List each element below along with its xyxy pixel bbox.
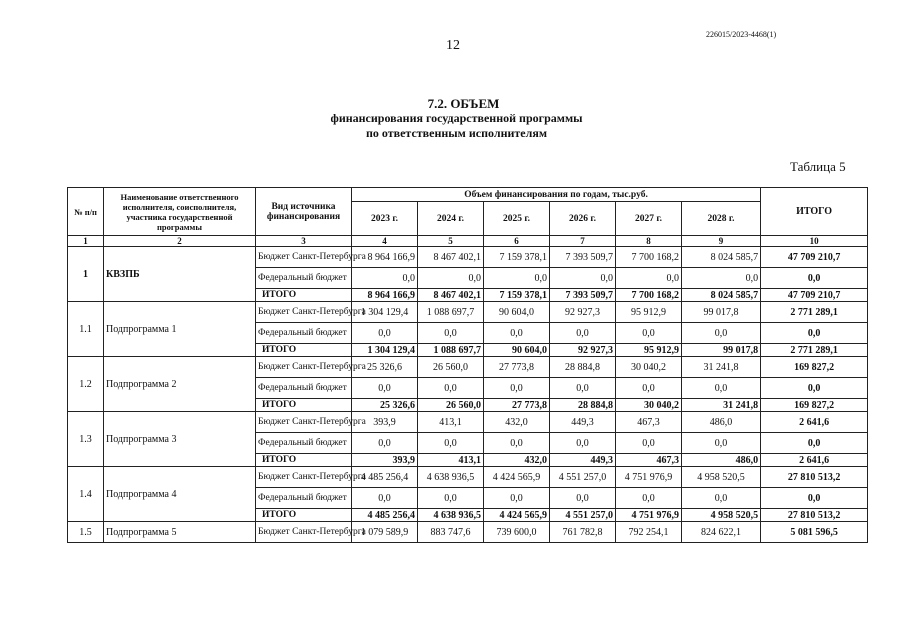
header-year: 2024 г.	[418, 202, 484, 236]
executor-name: КВЗПБ	[104, 247, 256, 302]
year-value: 4 424 565,9	[484, 509, 550, 522]
header-year: 2026 г.	[550, 202, 616, 236]
row-total: 169 827,2	[761, 399, 868, 412]
year-value: 0,0	[484, 323, 550, 344]
year-value: 0,0	[682, 378, 761, 399]
column-number: 4	[352, 236, 418, 247]
row-total: 27 810 513,2	[761, 467, 868, 488]
header-volume: Объем финансирования по годам, тыс.руб.	[352, 188, 761, 202]
column-number: 2	[104, 236, 256, 247]
header-total: ИТОГО	[761, 188, 868, 236]
year-value: 7 159 378,1	[484, 289, 550, 302]
funding-source: ИТОГО	[256, 399, 352, 412]
table-row	[68, 522, 868, 543]
row-total: 0,0	[761, 378, 868, 399]
year-value: 90 604,0	[484, 302, 550, 323]
table-label: Таблица 5	[790, 159, 846, 174]
executor-name: Подпрограмма 3	[104, 412, 256, 467]
year-value: 792 254,1	[616, 522, 682, 543]
row-total: 2 771 289,1	[761, 344, 868, 357]
executor-name: Подпрограмма 4	[104, 467, 256, 522]
year-value: 0,0	[418, 323, 484, 344]
year-value: 393,9	[352, 454, 418, 467]
executor-name: Подпрограмма 2	[104, 357, 256, 412]
row-total: 2 641,6	[761, 412, 868, 433]
column-number: 8	[616, 236, 682, 247]
year-value: 0,0	[352, 323, 418, 344]
year-value: 0,0	[616, 323, 682, 344]
year-value: 8 467 402,1	[418, 247, 484, 268]
header-number: № п/п	[68, 188, 104, 236]
executor-name: Подпрограмма 1	[104, 302, 256, 357]
year-value: 0,0	[550, 433, 616, 454]
funding-source: Бюджет Санкт-Петербурга	[256, 247, 352, 268]
page-number: 12	[446, 38, 460, 53]
year-value: 26 560,0	[418, 357, 484, 378]
year-value: 4 485 256,4	[352, 509, 418, 522]
column-number: 6	[484, 236, 550, 247]
year-value: 28 884,8	[550, 399, 616, 412]
funding-source: Бюджет Санкт-Петербурга	[256, 412, 352, 433]
year-value: 31 241,8	[682, 399, 761, 412]
year-value: 1 088 697,7	[418, 344, 484, 357]
year-value: 95 912,9	[616, 344, 682, 357]
funding-source: Федеральный бюджет	[256, 378, 352, 399]
funding-source: Федеральный бюджет	[256, 268, 352, 289]
year-value: 27 773,8	[484, 399, 550, 412]
funding-source: Федеральный бюджет	[256, 488, 352, 509]
year-value: 0,0	[616, 433, 682, 454]
year-value: 0,0	[550, 268, 616, 289]
table-row	[68, 412, 868, 433]
year-value: 0,0	[484, 433, 550, 454]
row-total: 0,0	[761, 268, 868, 289]
year-value: 0,0	[418, 378, 484, 399]
table-row	[68, 302, 868, 323]
row-number: 1.1	[68, 302, 104, 357]
title-line-1: 7.2. ОБЪЕМ	[427, 96, 500, 111]
row-number: 1.3	[68, 412, 104, 467]
year-value: 883 747,6	[418, 522, 484, 543]
row-total: 27 810 513,2	[761, 509, 868, 522]
row-total: 47 709 210,7	[761, 289, 868, 302]
section-title	[0, 97, 905, 141]
year-value: 449,3	[550, 454, 616, 467]
year-value: 26 560,0	[418, 399, 484, 412]
year-value: 25 326,6	[352, 357, 418, 378]
year-value: 4 958 520,5	[682, 509, 761, 522]
year-value: 449,3	[550, 412, 616, 433]
year-value: 413,1	[418, 454, 484, 467]
year-value: 0,0	[418, 433, 484, 454]
title-line-3: по ответственным исполнителям	[365, 126, 548, 140]
header-year: 2027 г.	[616, 202, 682, 236]
year-value: 1 304 129,4	[352, 344, 418, 357]
year-value: 30 040,2	[616, 399, 682, 412]
column-number: 10	[761, 236, 868, 247]
year-value: 0,0	[550, 378, 616, 399]
year-value: 7 393 509,7	[550, 289, 616, 302]
header-source: Вид источника финансирования	[256, 188, 352, 236]
year-value: 467,3	[616, 412, 682, 433]
year-value: 90 604,0	[484, 344, 550, 357]
header-year: 2028 г.	[682, 202, 761, 236]
row-total: 5 081 596,5	[761, 522, 868, 543]
row-total: 47 709 210,7	[761, 247, 868, 268]
year-value: 739 600,0	[484, 522, 550, 543]
year-value: 0,0	[484, 268, 550, 289]
year-value: 99 017,8	[682, 302, 761, 323]
year-value: 0,0	[550, 323, 616, 344]
row-total: 0,0	[761, 433, 868, 454]
header-year: 2023 г.	[352, 202, 418, 236]
row-total: 2 641,6	[761, 454, 868, 467]
funding-source: Бюджет Санкт-Петербурга	[256, 522, 352, 543]
year-value: 4 958 520,5	[682, 467, 761, 488]
funding-source: ИТОГО	[256, 289, 352, 302]
header-year: 2025 г.	[484, 202, 550, 236]
year-value: 7 159 378,1	[484, 247, 550, 268]
row-number: 1.4	[68, 467, 104, 522]
funding-source: ИТОГО	[256, 509, 352, 522]
year-value: 0,0	[616, 268, 682, 289]
document-code: 226015/2023-4468(1)	[706, 30, 777, 39]
funding-source: Бюджет Санкт-Петербурга	[256, 357, 352, 378]
column-number-row	[68, 236, 868, 247]
year-value: 4 551 257,0	[550, 509, 616, 522]
year-value: 0,0	[682, 433, 761, 454]
year-value: 27 773,8	[484, 357, 550, 378]
year-value: 92 927,3	[550, 302, 616, 323]
year-value: 0,0	[352, 488, 418, 509]
row-total: 0,0	[761, 488, 868, 509]
funding-source: Федеральный бюджет	[256, 323, 352, 344]
row-total: 169 827,2	[761, 357, 868, 378]
financing-table	[67, 187, 868, 543]
year-value: 4 638 936,5	[418, 467, 484, 488]
year-value: 432,0	[484, 412, 550, 433]
table-row	[68, 467, 868, 488]
year-value: 0,0	[484, 488, 550, 509]
row-total: 2 771 289,1	[761, 302, 868, 323]
table-row	[68, 357, 868, 378]
title-line-2: финансирования государственной программы	[330, 111, 583, 125]
year-value: 4 751 976,9	[616, 467, 682, 488]
year-value: 25 326,6	[352, 399, 418, 412]
table-row	[68, 247, 868, 268]
column-number: 1	[68, 236, 104, 247]
row-total: 0,0	[761, 323, 868, 344]
year-value: 0,0	[418, 268, 484, 289]
year-value: 92 927,3	[550, 344, 616, 357]
year-value: 99 017,8	[682, 344, 761, 357]
year-value: 0,0	[352, 378, 418, 399]
year-value: 1 079 589,9	[352, 522, 418, 543]
year-value: 467,3	[616, 454, 682, 467]
funding-source: Бюджет Санкт-Петербурга	[256, 302, 352, 323]
year-value: 28 884,8	[550, 357, 616, 378]
column-number: 7	[550, 236, 616, 247]
year-value: 0,0	[682, 268, 761, 289]
year-value: 7 700 168,2	[616, 247, 682, 268]
year-value: 30 040,2	[616, 357, 682, 378]
funding-source: ИТОГО	[256, 344, 352, 357]
year-value: 0,0	[352, 268, 418, 289]
row-number: 1	[68, 247, 104, 302]
row-number: 1.5	[68, 522, 104, 543]
year-value: 0,0	[484, 378, 550, 399]
executor-name: Подпрограмма 5	[104, 522, 256, 543]
year-value: 8 024 585,7	[682, 289, 761, 302]
year-value: 824 622,1	[682, 522, 761, 543]
year-value: 0,0	[616, 378, 682, 399]
year-value: 8 024 585,7	[682, 247, 761, 268]
year-value: 413,1	[418, 412, 484, 433]
funding-source: Федеральный бюджет	[256, 433, 352, 454]
year-value: 0,0	[682, 323, 761, 344]
year-value: 4 638 936,5	[418, 509, 484, 522]
year-value: 4 551 257,0	[550, 467, 616, 488]
header-executor: Наименование ответственного исполнителя, соисполнителя, участника государственной программы	[104, 188, 256, 236]
column-number: 5	[418, 236, 484, 247]
year-value: 761 782,8	[550, 522, 616, 543]
funding-source: ИТОГО	[256, 454, 352, 467]
year-value: 0,0	[550, 488, 616, 509]
year-value: 7 700 168,2	[616, 289, 682, 302]
year-value: 0,0	[418, 488, 484, 509]
year-value: 8 964 166,9	[352, 247, 418, 268]
year-value: 95 912,9	[616, 302, 682, 323]
row-number: 1.2	[68, 357, 104, 412]
year-value: 7 393 509,7	[550, 247, 616, 268]
year-value: 8 467 402,1	[418, 289, 484, 302]
year-value: 486,0	[682, 454, 761, 467]
year-value: 486,0	[682, 412, 761, 433]
funding-source: Бюджет Санкт-Петербурга	[256, 467, 352, 488]
column-number: 9	[682, 236, 761, 247]
year-value: 1 088 697,7	[418, 302, 484, 323]
year-value: 4 485 256,4	[352, 467, 418, 488]
year-value: 1 304 129,4	[352, 302, 418, 323]
year-value: 31 241,8	[682, 357, 761, 378]
column-number: 3	[256, 236, 352, 247]
year-value: 393,9	[352, 412, 418, 433]
year-value: 0,0	[352, 433, 418, 454]
year-value: 432,0	[484, 454, 550, 467]
year-value: 4 424 565,9	[484, 467, 550, 488]
year-value: 0,0	[682, 488, 761, 509]
year-value: 8 964 166,9	[352, 289, 418, 302]
year-value: 4 751 976,9	[616, 509, 682, 522]
year-value: 0,0	[616, 488, 682, 509]
